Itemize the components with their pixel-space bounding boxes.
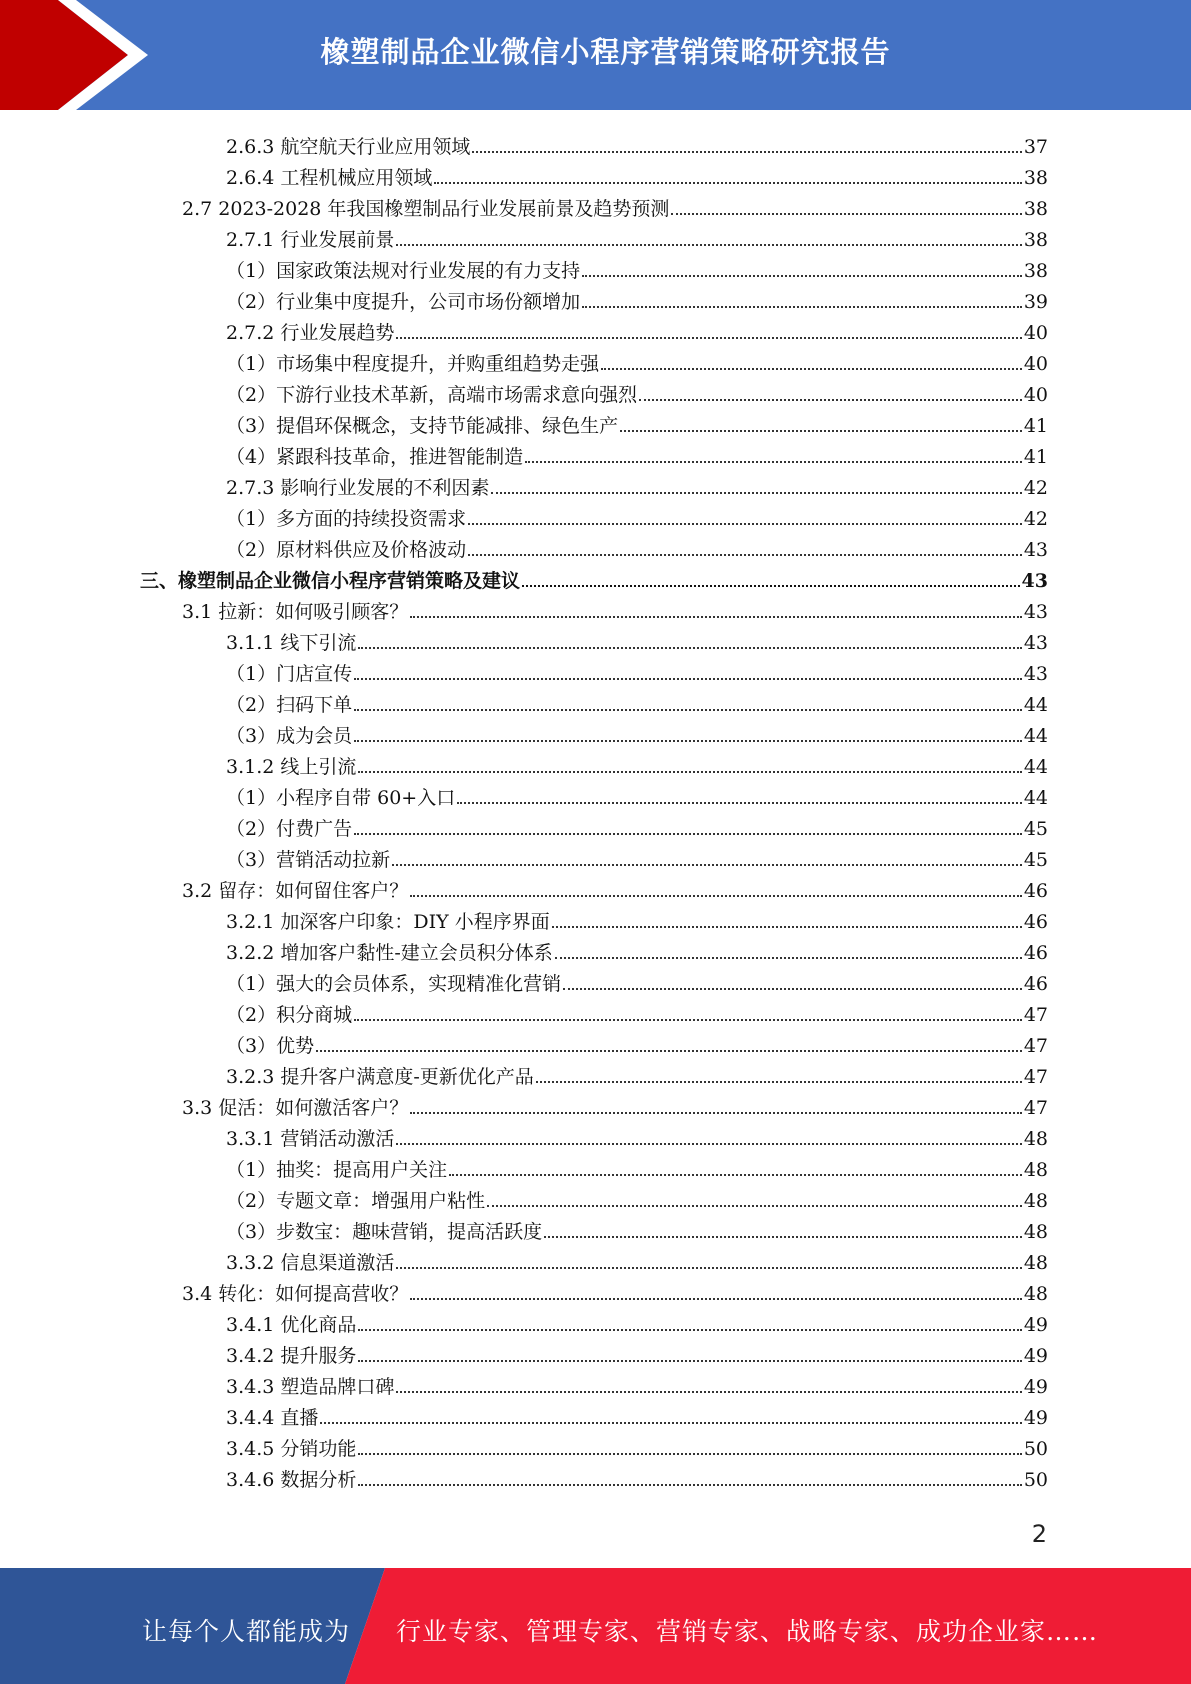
toc-entry-page: 50 [1023, 1438, 1048, 1460]
page-number: 2 [1031, 1520, 1047, 1548]
toc-entry[interactable] [226, 933, 1048, 964]
toc-entry[interactable] [226, 1181, 1048, 1212]
toc-dot-leader [491, 492, 1021, 494]
toc-entry-page: 44 [1023, 694, 1048, 716]
toc-dot-leader [354, 709, 1022, 711]
toc-entry-label: （4）紧跟科技革命，推进智能制造 [226, 446, 524, 468]
toc-entry[interactable] [226, 282, 1048, 313]
toc-entry-label: 3.2.2 增加客户黏性-建立会员积分体系 [226, 942, 553, 964]
toc-entry-label: （1）市场集中程度提升，并购重组趋势走强 [226, 353, 600, 375]
toc-dot-leader [457, 802, 1022, 804]
toc-entry-label: 2.7.1 行业发展前景 [226, 229, 395, 251]
toc-entry-label: 2.7.2 行业发展趋势 [226, 322, 395, 344]
toc-dot-leader [639, 399, 1022, 401]
toc-entry-label: （3）营销活动拉新 [226, 849, 391, 871]
toc-entry[interactable] [226, 1026, 1048, 1057]
toc-entry-label: （1）国家政策法规对行业发展的有力支持 [226, 260, 581, 282]
toc-entry-label: （1）抽奖：提高用户关注 [226, 1159, 448, 1181]
toc-dot-leader [487, 1205, 1022, 1207]
toc-entry-page: 48 [1023, 1128, 1048, 1150]
toc-entry-label: 3.2.1 加深客户印象：DIY 小程序界面 [226, 911, 550, 933]
toc-entry[interactable] [226, 1398, 1048, 1429]
toc-entry[interactable] [226, 375, 1048, 406]
toc-entry-page: 38 [1023, 198, 1048, 220]
toc-entry-page: 49 [1023, 1314, 1048, 1336]
toc-entry-label: 2.6.3 航空航天行业应用领域 [226, 136, 471, 158]
toc-entry-label: 3.2.3 提升客户满意度-更新优化产品 [226, 1066, 534, 1088]
toc-dot-leader [354, 740, 1022, 742]
toc-entry-label: （2）积分商城 [226, 1004, 353, 1026]
toc-dot-leader [563, 988, 1022, 990]
toc-dot-leader [392, 864, 1022, 866]
toc-entry-label: （2）专题文章：增强用户粘性 [226, 1190, 486, 1212]
toc-dot-leader [358, 1453, 1021, 1455]
toc-entry[interactable] [226, 1119, 1048, 1150]
toc-dot-leader [522, 585, 1020, 587]
toc-entry[interactable] [226, 840, 1048, 871]
toc-entry-page: 44 [1023, 787, 1048, 809]
toc-entry[interactable] [182, 871, 1048, 902]
toc-entry[interactable] [182, 189, 1048, 220]
page-footer [0, 1568, 1191, 1684]
toc-entry[interactable] [226, 499, 1048, 530]
toc-dot-leader [410, 616, 1022, 618]
toc-entry-label: （3）提倡环保概念，支持节能减排、绿色生产 [226, 415, 619, 437]
toc-dot-leader [358, 771, 1021, 773]
toc-entry-label: 3.4.3 塑造品牌口碑 [226, 1376, 395, 1398]
toc-entry-page: 46 [1023, 973, 1048, 995]
toc-entry-label: （1）多方面的持续投资需求 [226, 508, 467, 530]
toc-dot-leader [472, 151, 1021, 153]
toc-entry-page: 43 [1021, 570, 1048, 592]
toc-entry-page: 48 [1023, 1252, 1048, 1274]
toc-entry[interactable] [226, 654, 1048, 685]
toc-entry[interactable] [226, 1460, 1048, 1491]
toc-dot-leader [601, 368, 1022, 370]
toc-entry[interactable] [226, 1305, 1048, 1336]
toc-entry-page: 40 [1023, 353, 1048, 375]
toc-entry-label: （3）成为会员 [226, 725, 353, 747]
toc-dot-leader [396, 1391, 1021, 1393]
toc-dot-leader [582, 306, 1022, 308]
toc-entry-label: 3.4.1 优化商品 [226, 1314, 357, 1336]
toc-entry-label: （2）付费广告 [226, 818, 353, 840]
toc-entry[interactable] [226, 902, 1048, 933]
toc-entry[interactable] [182, 1274, 1048, 1305]
toc-entry[interactable] [226, 127, 1048, 158]
footer-slogan-left: 让每个人都能成为 [142, 1617, 351, 1646]
toc-entry-page: 43 [1023, 601, 1048, 623]
toc-entry-page: 48 [1023, 1221, 1048, 1243]
toc-dot-leader [354, 1019, 1022, 1021]
toc-entry[interactable] [226, 1367, 1048, 1398]
report-title: 橡塑制品企业微信小程序营销策略研究报告 [320, 35, 891, 69]
toc-entry-page: 40 [1023, 384, 1048, 406]
toc-entry[interactable] [226, 995, 1048, 1026]
toc-entry-label: 三、橡塑制品企业微信小程序营销策略及建议 [140, 570, 521, 592]
toc-entry-label: 3.1.2 线上引流 [226, 756, 357, 778]
toc-entry-label: 3.3.1 营销活动激活 [226, 1128, 395, 1150]
toc-dot-leader [410, 1112, 1022, 1114]
toc-entry-label: 3.2 留存：如何留住客户？ [182, 880, 409, 902]
toc-entry[interactable] [226, 251, 1048, 282]
toc-dot-leader [354, 678, 1022, 680]
toc-entry[interactable] [226, 809, 1048, 840]
toc-entry[interactable] [226, 1150, 1048, 1181]
toc-entry-page: 41 [1023, 415, 1048, 437]
toc-dot-leader [320, 1422, 1021, 1424]
toc-entry-page: 47 [1023, 1004, 1048, 1026]
toc-entry[interactable] [226, 964, 1048, 995]
toc-entry[interactable] [182, 1088, 1048, 1119]
toc-entry-label: 3.3.2 信息渠道激活 [226, 1252, 395, 1274]
toc-entry-label: 3.1.1 线下引流 [226, 632, 357, 654]
toc-dot-leader [582, 275, 1022, 277]
toc-dot-leader [396, 1143, 1021, 1145]
toc-dot-leader [449, 1174, 1022, 1176]
toc-entry[interactable] [226, 716, 1048, 747]
toc-entry[interactable] [226, 530, 1048, 561]
toc-entry-label: （3）优势 [226, 1035, 315, 1057]
toc-dot-leader [396, 1267, 1021, 1269]
toc-entry-page: 43 [1023, 632, 1048, 654]
toc-dot-leader [468, 523, 1022, 525]
toc-entry-label: （2）行业集中度提升，公司市场份额增加 [226, 291, 581, 313]
toc-dot-leader [410, 895, 1022, 897]
toc-dot-leader [468, 554, 1022, 556]
toc-dot-leader [544, 1236, 1022, 1238]
footer-slogan-right: 行业专家、管理专家、营销专家、战略专家、成功企业家…… [396, 1617, 1099, 1646]
toc-dot-leader [358, 647, 1021, 649]
toc-entry-page: 38 [1023, 260, 1048, 282]
toc-entry[interactable] [226, 1243, 1048, 1274]
toc-dot-leader [396, 337, 1021, 339]
toc-entry-page: 46 [1023, 942, 1048, 964]
toc-entry-page: 48 [1023, 1283, 1048, 1305]
toc-entry-label: 3.4.6 数据分析 [226, 1469, 357, 1491]
toc-entry[interactable] [226, 747, 1048, 778]
toc-dot-leader [358, 1329, 1021, 1331]
toc-entry-page: 37 [1023, 136, 1048, 158]
toc-entry-page: 46 [1023, 911, 1048, 933]
toc-entry-page: 38 [1023, 229, 1048, 251]
toc-entry-label: （2）下游行业技术革新，高端市场需求意向强烈 [226, 384, 638, 406]
toc-dot-leader [410, 1298, 1022, 1300]
toc-entry-page: 43 [1023, 663, 1048, 685]
toc-entry-label: （3）步数宝：趣味营销，提高活跃度 [226, 1221, 543, 1243]
toc-entry-page: 41 [1023, 446, 1048, 468]
toc-entry-label: 2.6.4 工程机械应用领域 [226, 167, 433, 189]
toc-entry[interactable] [226, 778, 1048, 809]
toc-dot-leader [358, 1484, 1021, 1486]
toc-entry-label: （2）扫码下单 [226, 694, 353, 716]
toc-dot-leader [354, 833, 1022, 835]
toc-entry-label: （2）原材料供应及价格波动 [226, 539, 467, 561]
toc-entry-page: 49 [1023, 1376, 1048, 1398]
toc-dot-leader [555, 957, 1022, 959]
toc-entry-label: 3.4.4 直播 [226, 1407, 319, 1429]
toc-entry-page: 50 [1023, 1469, 1048, 1491]
toc-entry[interactable] [226, 685, 1048, 716]
toc-entry-page: 46 [1023, 880, 1048, 902]
toc-entry-label: 3.3 促活：如何激活客户？ [182, 1097, 409, 1119]
toc-entry-page: 45 [1023, 849, 1048, 871]
toc-entry-page: 44 [1023, 725, 1048, 747]
toc-entry[interactable] [226, 220, 1048, 251]
toc-dot-leader [525, 461, 1022, 463]
toc-entry[interactable] [182, 592, 1048, 623]
toc-entry-page: 40 [1023, 322, 1048, 344]
toc-dot-leader [620, 430, 1022, 432]
toc-entry[interactable] [226, 1429, 1048, 1460]
toc-dot-leader [358, 1360, 1021, 1362]
toc-entry-page: 48 [1023, 1159, 1048, 1181]
toc-dot-leader [316, 1050, 1022, 1052]
toc-entry-page: 43 [1023, 539, 1048, 561]
toc-entry[interactable] [226, 344, 1048, 375]
toc-entry-label: 2.7.3 影响行业发展的不利因素 [226, 477, 490, 499]
toc-entry[interactable] [226, 623, 1048, 654]
toc-entry-page: 42 [1023, 477, 1048, 499]
toc-entry-page: 47 [1023, 1097, 1048, 1119]
toc-entry-label: 3.4.5 分销功能 [226, 1438, 357, 1460]
toc-entry[interactable] [226, 406, 1048, 437]
toc-entry-label: 2.7 2023-2028 年我国橡塑制品行业发展前景及趋势预测 [182, 198, 670, 220]
page-header [0, 0, 1191, 110]
toc-entry-page: 47 [1023, 1035, 1048, 1057]
toc-entry-page: 38 [1023, 167, 1048, 189]
toc-entry[interactable] [226, 158, 1048, 189]
toc-entry[interactable] [140, 561, 1048, 592]
toc-entry-page: 45 [1023, 818, 1048, 840]
toc-dot-leader [671, 213, 1021, 215]
toc-entry-page: 42 [1023, 508, 1048, 530]
toc-entry-page: 48 [1023, 1190, 1048, 1212]
toc-entry[interactable] [226, 1336, 1048, 1367]
toc-dot-leader [396, 244, 1021, 246]
toc-entry-label: （1）门店宣传 [226, 663, 353, 685]
toc-dot-leader [552, 926, 1022, 928]
toc-entry-label: 3.4.2 提升服务 [226, 1345, 357, 1367]
toc-entry-page: 44 [1023, 756, 1048, 778]
toc-entry[interactable] [226, 1212, 1048, 1243]
toc-entry[interactable] [226, 313, 1048, 344]
toc-entry-page: 47 [1023, 1066, 1048, 1088]
toc-entry-page: 49 [1023, 1345, 1048, 1367]
toc-entry-label: （1）强大的会员体系，实现精准化营销 [226, 973, 562, 995]
toc-entry[interactable] [226, 437, 1048, 468]
toc-dot-leader [434, 182, 1021, 184]
toc-dot-leader [536, 1081, 1022, 1083]
toc-entry-label: （1）小程序自带 60+入口 [226, 787, 456, 809]
toc-entry-label: 3.4 转化：如何提高营收？ [182, 1283, 409, 1305]
toc-entry-page: 49 [1023, 1407, 1048, 1429]
toc-entry[interactable] [226, 468, 1048, 499]
toc-entry[interactable] [226, 1057, 1048, 1088]
toc-entry-label: 3.1 拉新：如何吸引顾客？ [182, 601, 409, 623]
toc-entry-page: 39 [1023, 291, 1048, 313]
